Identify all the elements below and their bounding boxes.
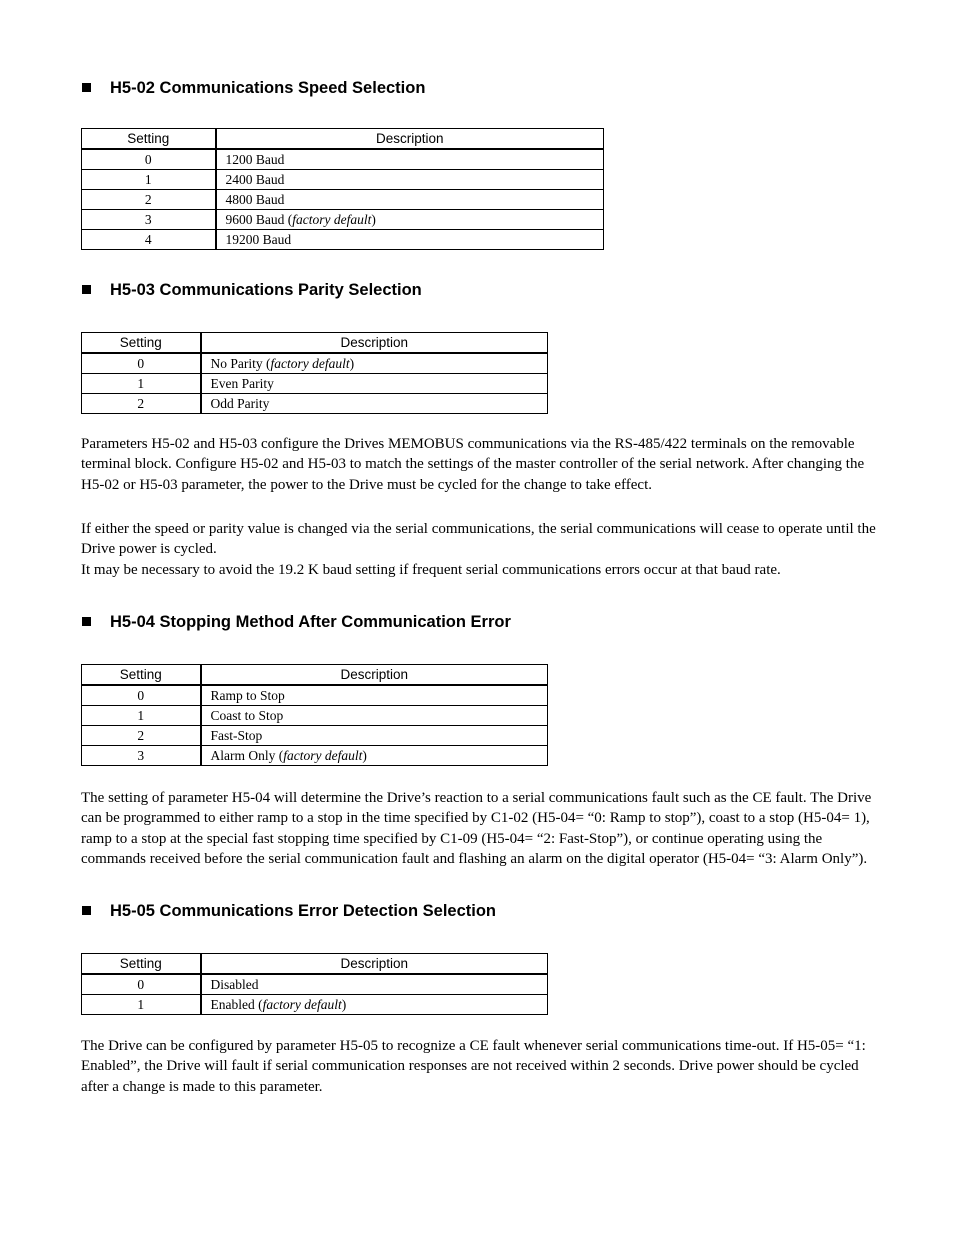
col-setting-header: Setting — [82, 954, 201, 975]
paragraph-h5-02-03-config: Parameters H5-02 and H5-03 configure the Drives MEMOBUS communications via the RS-485/422 terminals on the removable terminal block. Configure H5-02 and H5-03 to match the settings of the master controller of the serial network. After changing the H5-02 or H5-03 parameter, the power to the Drive must be cycled for the change to take effect. — [81, 436, 865, 493]
description-cell: Coast to Stop — [201, 706, 548, 726]
heading-h5-02 — [82, 78, 425, 98]
table-row — [82, 746, 548, 766]
factory-default-note: factory default — [283, 748, 363, 763]
setting-cell: 2 — [82, 394, 201, 414]
table-row — [82, 210, 604, 230]
table-h5-04 — [81, 664, 548, 766]
setting-cell: 0 — [82, 353, 201, 374]
description-cell: Fast-Stop — [201, 726, 548, 746]
description-cell: 9600 Baud (factory default) — [216, 210, 604, 230]
heading-h5-03-text: H5-03 Communications Parity Selection — [110, 281, 422, 299]
description-cell: 19200 Baud — [216, 230, 604, 250]
square-bullet-icon — [82, 906, 91, 915]
paragraph-h5-04-explanation: The setting of parameter H5-04 will determine the Drive’s reaction to a serial communications fault such as the CE fault. The Drive can be programmed to either ramp to a stop in the time specified by C1-02 (H5-04= “0: Ramp to stop”), coast to a stop (H5-04= 1), ramp to a stop at the special fast stopping time specified by C1-09 (H5-04= “2: Fast-Stop”), or continue operating using the commands received before the serial communication fault and flashing an alarm on the digital operator (H5-04= “3: Alarm Only”). — [81, 790, 872, 868]
description-cell: 4800 Baud — [216, 190, 604, 210]
setting-cell: 0 — [82, 685, 201, 706]
table-header-row — [82, 954, 548, 975]
setting-cell: 0 — [82, 149, 216, 170]
description-cell: Alarm Only (factory default) — [201, 746, 548, 766]
col-setting-header: Setting — [82, 129, 216, 150]
description-cell: No Parity (factory default) — [201, 353, 548, 374]
setting-cell: 2 — [82, 726, 201, 746]
setting-cell: 3 — [82, 746, 201, 766]
heading-h5-05-text: H5-05 Communications Error Detection Selection — [110, 902, 497, 920]
factory-default-note: factory default — [262, 997, 342, 1012]
description-cell: Even Parity — [201, 374, 548, 394]
square-bullet-icon — [82, 285, 91, 294]
paragraph-h5-05-explanation: The Drive can be configured by parameter H5-05 to recognize a CE fault whenever serial communications time-out. If H5-05= “1: Enabled”, the Drive will fault if serial communication responses are not received within 2 seconds. Drive power should be cycled after a change is made to this parameter. — [81, 1038, 866, 1095]
col-description-header: Description — [201, 333, 548, 354]
table-header-row — [82, 129, 604, 150]
heading-h5-04-text: H5-04 Stopping Method After Communication Error — [110, 613, 511, 631]
col-description-header: Description — [216, 129, 604, 150]
table-row — [82, 149, 604, 170]
description-cell: Odd Parity — [201, 394, 548, 414]
heading-h5-05 — [82, 901, 496, 921]
table-h5-05 — [81, 953, 548, 1015]
table-row — [82, 190, 604, 210]
square-bullet-icon — [82, 617, 91, 626]
table-header-row — [82, 665, 548, 686]
description-cell: Enabled (factory default) — [201, 995, 548, 1015]
setting-cell: 1 — [82, 995, 201, 1015]
table-header-row — [82, 333, 548, 354]
table-row — [82, 170, 604, 190]
description-cell: 1200 Baud — [216, 149, 604, 170]
setting-cell: 4 — [82, 230, 216, 250]
factory-default-note: factory default — [292, 212, 372, 227]
table-row — [82, 374, 548, 394]
heading-h5-04 — [82, 612, 511, 632]
description-cell: 2400 Baud — [216, 170, 604, 190]
table-row — [82, 394, 548, 414]
paragraph-parity-change: If either the speed or parity value is changed via the serial communications, the serial communications will cease to operate until the Drive power is cycled. — [81, 521, 876, 558]
setting-cell: 2 — [82, 190, 216, 210]
table-row — [82, 230, 604, 250]
square-bullet-icon — [82, 83, 91, 92]
paragraph-baud-note: It may be necessary to avoid the 19.2 K baud setting if frequent serial communications errors occur at that baud rate. — [81, 562, 781, 578]
heading-h5-03 — [82, 280, 422, 300]
setting-cell: 1 — [82, 374, 201, 394]
table-row — [82, 995, 548, 1015]
setting-cell: 0 — [82, 974, 201, 995]
table-row — [82, 353, 548, 374]
setting-cell: 1 — [82, 706, 201, 726]
description-cell: Ramp to Stop — [201, 685, 548, 706]
col-description-header: Description — [201, 954, 548, 975]
setting-cell: 3 — [82, 210, 216, 230]
table-row — [82, 726, 548, 746]
table-row — [82, 685, 548, 706]
table-row — [82, 974, 548, 995]
table-h5-03 — [81, 332, 548, 414]
col-setting-header: Setting — [82, 333, 201, 354]
heading-h5-02-text: H5-02 Communications Speed Selection — [110, 79, 426, 97]
table-h5-02 — [81, 128, 604, 250]
setting-cell: 1 — [82, 170, 216, 190]
factory-default-note: factory default — [270, 356, 350, 371]
col-description-header: Description — [201, 665, 548, 686]
description-cell: Disabled — [201, 974, 548, 995]
col-setting-header: Setting — [82, 665, 201, 686]
table-row — [82, 706, 548, 726]
